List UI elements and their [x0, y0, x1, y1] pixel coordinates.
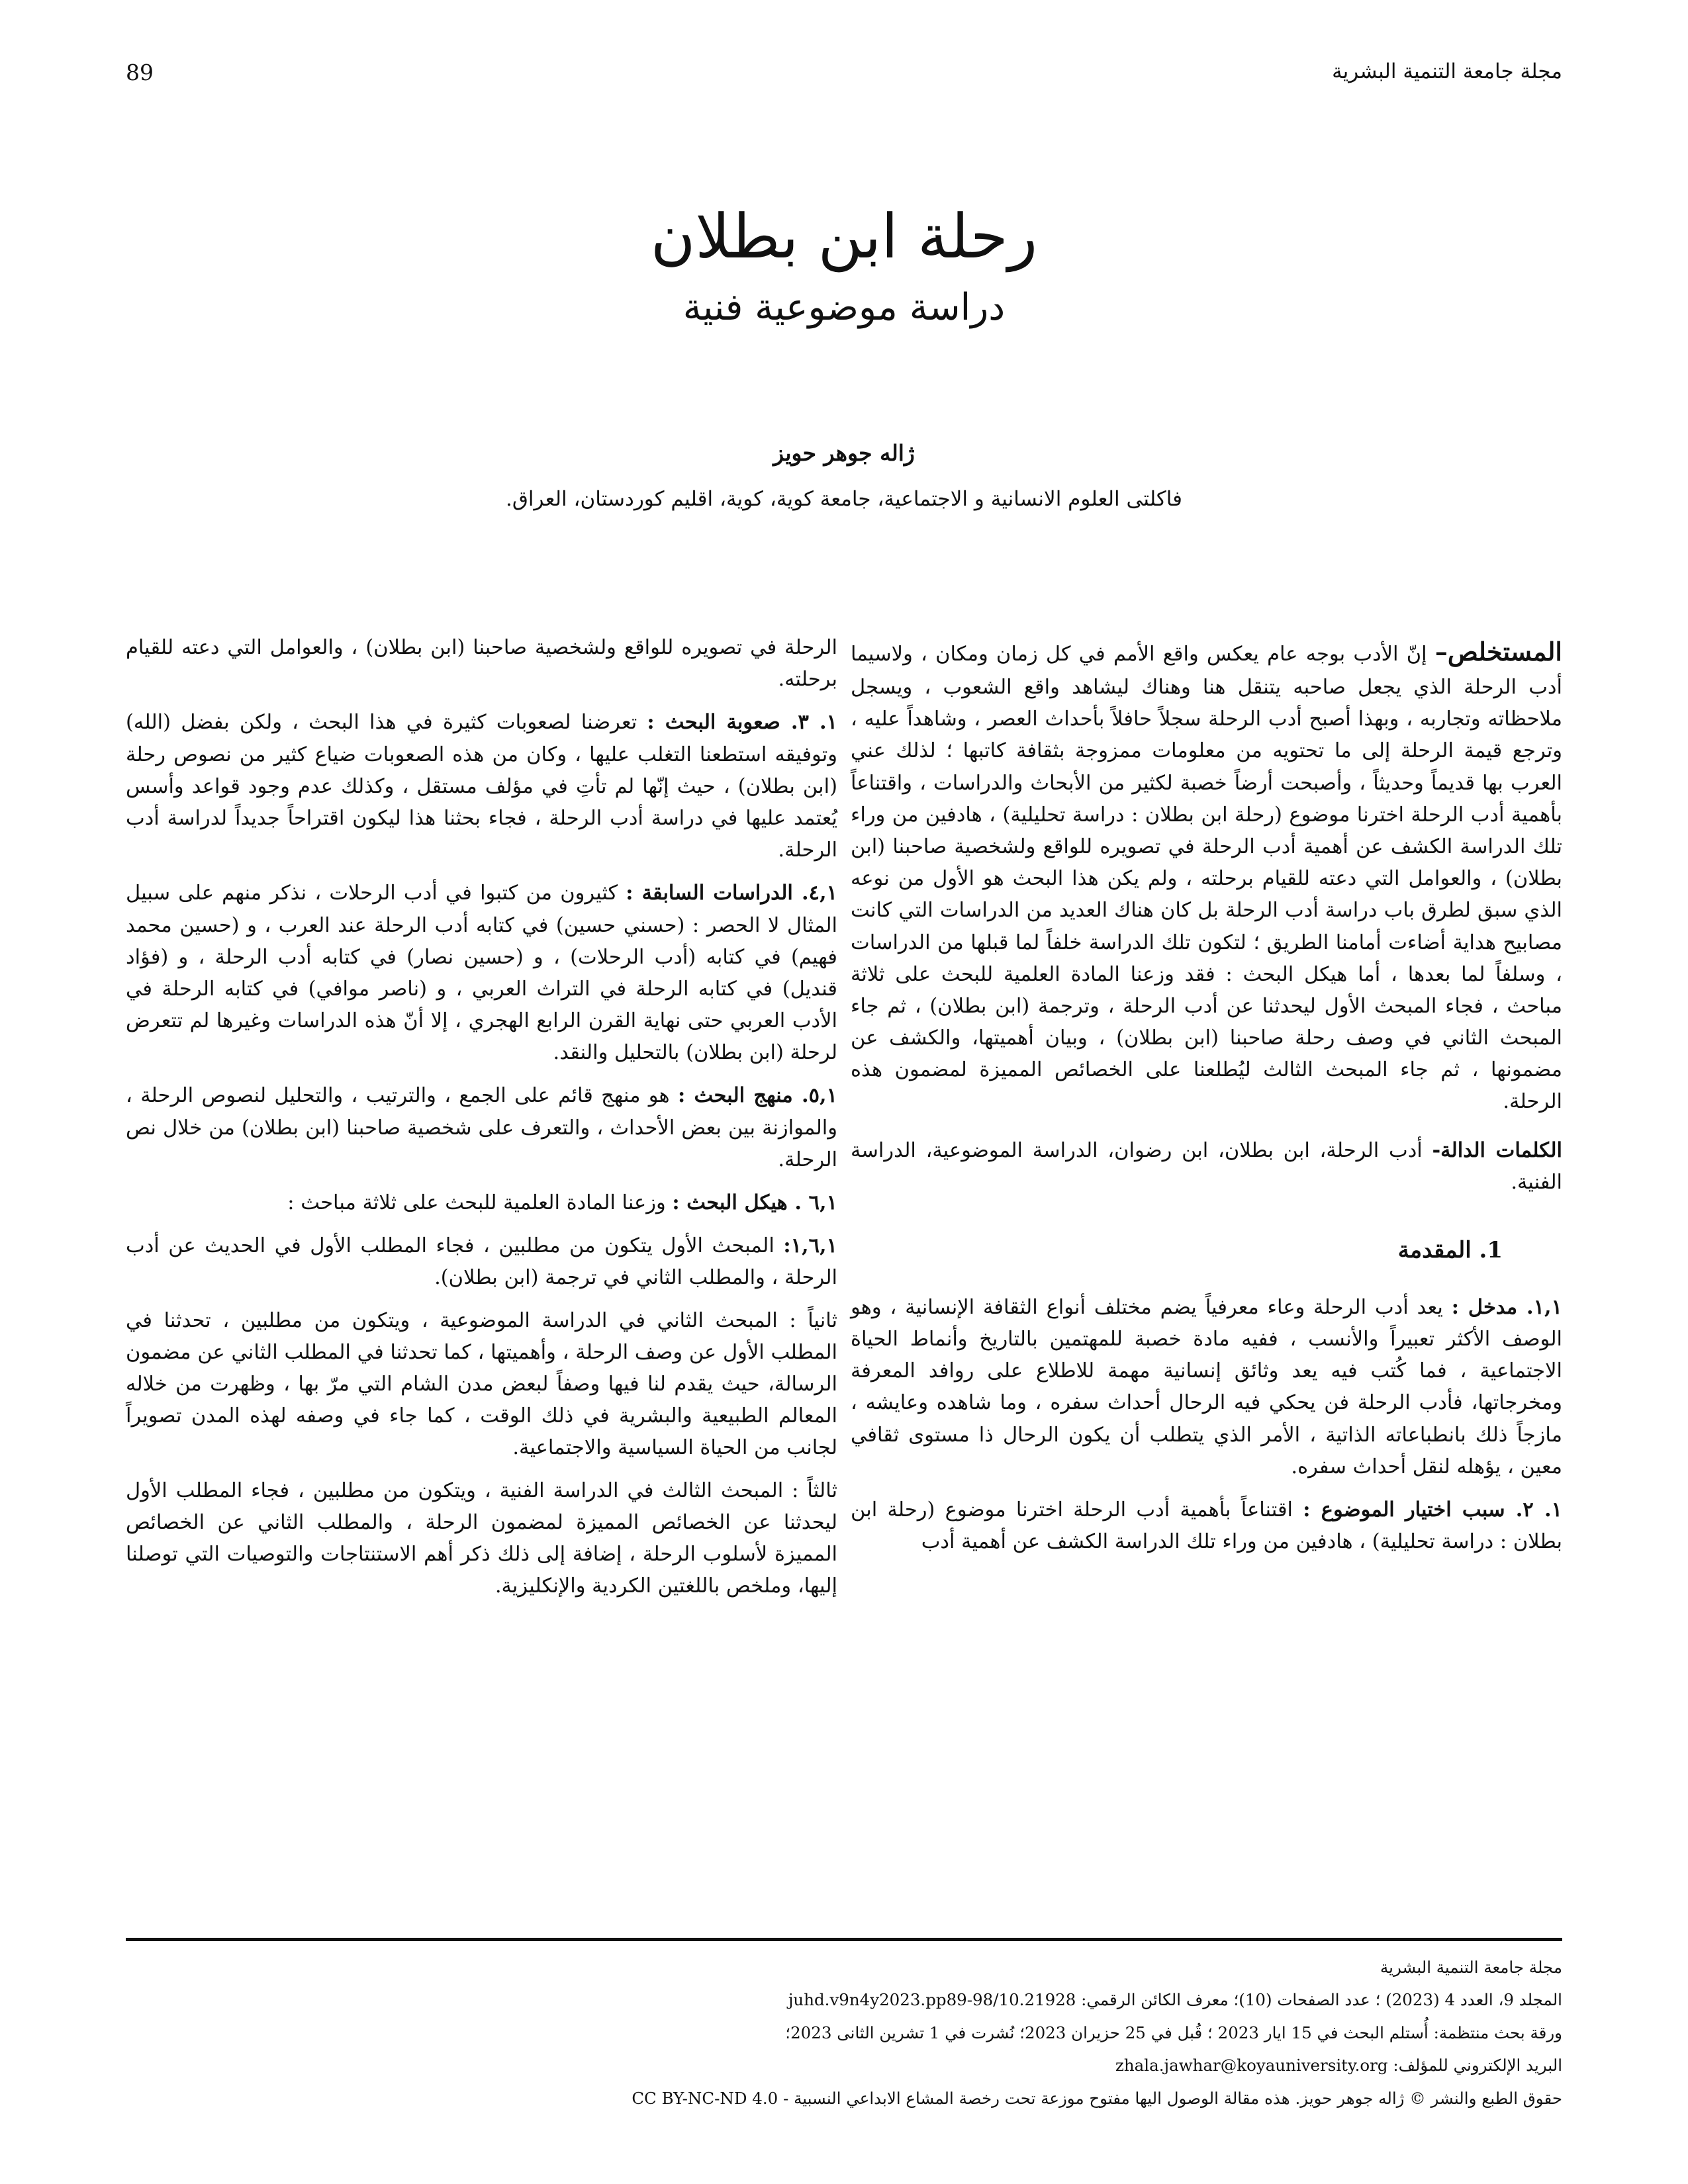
paper-subtitle: دراسة موضوعية فنية	[682, 285, 1006, 329]
abstract	[851, 632, 1562, 1118]
previous-studies-label: ٤,١. الدراسات السابقة :	[626, 881, 837, 905]
intro-p1-text: يعد أدب الرحلة وعاء معرفياً يضم مختلف أنواع الثقافة الإنسانية ، وهو الوصف الأكثر تعبيراً والأنسب ، ففيه مادة خصبة للمهتمين بالتاريخ وأنماط الحياة الاجتماعية ، فما كُتب فيه يعد وثائق إنسانية مهمة للاطلاع على روافد المعرفة ومخرجاتها، فأدب الرحلة فن يحكي فيه الرحال أحداث سفره ، وما شاهده وعايشه ، مازجاً ذلك بانطباعاته الذاتية ، الأمر الذي يتطلب أن يكون الرحال ذا مستوى ثقافي معين ، يؤهله لنقل أحداث سفره.	[851, 1295, 1562, 1479]
methodology-label: ٥,١. منهج البحث :	[678, 1083, 837, 1108]
author-email: zhala.jawhar@koyauniversity.org	[1115, 2056, 1388, 2075]
intro-p2-label: ١. ٢. سبب اختيار الموضوع :	[1303, 1497, 1562, 1522]
keywords-label: الكلمات الدالة-	[1432, 1138, 1562, 1162]
third-section-paragraph: ثالثاً : المبحث الثالث في الدراسة الفنية ، ويتكون من مطلبين ، فجاء المطلب الأول ليحدثنا عن الخصائص المميزة لمضمون الرحلة ، والمطلب الثاني عن الخصائص المميزة لأسلوب الرحلة ، إضافة إلى ذلك ذكر أهم الاستنتاجات والتوصيات التي توصلنا إليها، وملخص باللغتين الكردية والإنكليزية.	[126, 1479, 837, 1598]
methodology-paragraph	[126, 1079, 837, 1176]
difficulty-text: تعرضنا لصعوبات كثيرة في هذا البحث ، ولكن بفضل (الله) وتوفيقه استطعنا التغلب عليها ، وكان من هذه الصعوبات ضياع كثير من نصوص رحلة (ابن بطلان) ، حيث إنّها لم تأتِ في مؤلف مستقل ، وكذلك عدم وجود قواعد وأسس يُعتمد عليها في دراسة أدب الرحلة ، فجاء بحثنا هذا ليكون اقتراحاً جديداً لدراسة أدب الرحلة.	[126, 711, 837, 862]
intro-paragraph-1	[851, 1291, 1562, 1483]
abstract-label: المستخلص–	[1434, 637, 1562, 666]
author-block	[126, 440, 1562, 511]
left-column	[126, 632, 837, 1613]
keywords-text: أدب الرحلة، ابن بطلان، ابن رضوان، الدراسة الموضوعية، الدراسة الفنية.	[851, 1138, 1562, 1194]
first-section-paragraph	[126, 1230, 837, 1294]
intro-p1-label: ١,١. مدخل :	[1451, 1295, 1562, 1319]
previous-studies-paragraph	[126, 877, 837, 1069]
footer-journal-name: مجلة جامعة التنمية البشرية	[1380, 1958, 1562, 1977]
journal-name: مجلة جامعة التنمية البشرية	[1332, 60, 1562, 83]
difficulty-paragraph	[126, 706, 837, 866]
first-section-label: ١,٦,١:	[783, 1234, 837, 1258]
structure-text: وزعنا المادة العلمية للبحث على ثلاثة مباحث :	[287, 1191, 673, 1214]
author-affiliation: فاكلتى العلوم الانسانية و الاجتماعية، جامعة كوية، كوية، اقليم كوردستان، العراق.	[505, 487, 1182, 511]
intro-p2-text: اقتناعاً بأهمية أدب الرحلة اخترنا موضوع (رحلة ابن بطلان : دراسة تحليلية) ، هادفين من وراء تلك الدراسة الكشف عن أهمية أدب	[851, 1498, 1562, 1554]
title-block	[126, 202, 1562, 330]
structure-label: ٦,١ . هيكل البحث :	[672, 1191, 837, 1214]
page-footer	[126, 1951, 1562, 2115]
previous-studies-text: كثيرون من كتبوا في أدب الرحلات ، نذكر منهم على سبيل المثال لا الحصر : (حسني حسين) في كتابه أدب الرحلة عند العرب ، و (حسين محمد فهيم) في كتابه (أدب الرحلات) ، و (حسين نصار) في كتابه أدب الرحلة ، و (فؤاد قنديل) في كتابه الرحلة في التراث العربي ، و (ناصر موافي) في كتابه الرحلة في الأدب العربي حتى نهاية القرن الرابع الهجري ، إلا أنّ هذه الدراسات وغيرها لم تتعرض لرحلة (ابن بطلان) بالتحليل والنقد.	[126, 882, 837, 1065]
second-section-paragraph: ثانياً : المبحث الثاني في الدراسة الموضوعية ، ويتكون من مطلبين ، تحدثنا في المطلب الأول عن وصف الرحلة ، وأهميتها ، كما تحدثنا في المطلب الثاني عن مضمون الرسالة، حيث يقدم لنا فيها وصفاً لبعض مدن الشام التي مرّ بها ، وظهرت من خلاله المعالم الطبيعية والبشرية في ذلك الوقت ، كما جاء في وصفه لهذه المدن تصويراً لجانب من الحياة السياسية والاجتماعية.	[126, 1308, 837, 1460]
footer-dates: ورقة بحث منتظمة: أُستلم البحث في 15 ايار 2023 ؛ قُبل في 25 حزيران 2023؛ نُشرت في 1 تشرين الثانى 2023؛	[785, 2023, 1562, 2042]
right-column	[851, 632, 1562, 1569]
footer-email-line	[126, 2049, 1562, 2081]
structure-paragraph	[126, 1187, 837, 1219]
footer-license: حقوق الطبع والنشر © ژاله جوهر حويز. هذه مقالة الوصول اليها مفتوح موزعة تحت رخصة المشاع الابداعي النسبية - CC BY-NC-ND 4.0	[632, 2088, 1562, 2108]
page-number: 89	[126, 60, 154, 85]
page-header	[126, 60, 1562, 99]
methodology-text: هو منهج قائم على الجمع ، والترتيب ، والتحليل لنصوص الرحلة ، والموازنة بين بعض الأحداث ، والتعرف على شخصية صاحبنا (ابن بطلان) من خلال نص الرحلة.	[126, 1084, 837, 1171]
paper-title: رحلة ابن بطلان	[650, 201, 1038, 272]
footer-divider	[126, 1938, 1562, 1941]
footer-citation: المجلد 9، العدد 4 (2023) ؛ عدد الصفحات (10)؛ معرف الكائن الرقمي: 10.21928/juhd.v9n4y2023.pp89-98	[788, 1990, 1562, 2010]
difficulty-label: ١. ٣. صعوبة البحث :	[647, 710, 837, 735]
author-name: ژاله جوهر حويز	[773, 440, 915, 466]
intro-heading: 1. المقدمة	[1397, 1237, 1503, 1264]
intro-paragraph-2	[851, 1494, 1562, 1558]
first-section-text: المبحث الأول يتكون من مطلبين ، فجاء المطلب الأول في الحديث عن أدب الرحلة ، والمطلب الثاني في ترجمة (ابن بطلان).	[126, 1234, 837, 1290]
left-paragraph-0: الرحلة في تصويره للواقع ولشخصية صاحبنا (ابن بطلان) ، والعوامل التي دعته للقيام برحلته.	[126, 636, 837, 692]
footer-email-label: البريد الإلكتروني للمؤلف:	[1393, 2056, 1562, 2075]
abstract-text: إنّ الأدب بوجه عام يعكس واقع الأمم في كل زمان ومكان ، ولاسيما أدب الرحلة الذي يجعل صاحبه يتنقل هنا وهناك ليشاهد واقع الشعوب ، ويسجل ملاحظاته وتجاربه ، وبهذا أصبح أدب الرحلة سجلاً حافلاً بأحداث العصر ، وشاهداً عليه ، وترجع قيمة الرحلة إلى ما تحتويه من معلومات ممزوجة بثقافة كاتبها ؛ لذلك عني العرب بها قديماً وحديثاً ، وأصبحت أرضاً خصبة لكثير من الأبحاث والدراسات ، واقتناعاً بأهمية أدب الرحلة اخترنا موضوع (رحلة ابن بطلان : دراسة تحليلية) ، هادفين من وراء تلك الدراسة الكشف عن أهمية أدب الرحلة في تصويره للواقع ولشخصية صاحبنا (ابن بطلان) ، والعوامل التي دعته للقيام برحلته ، ولم يكن هذا البحث هو الأول من نوعه الذي سبق لطرق باب دراسة أدب الرحلة بل كان هناك العديد من الدراسات التي كانت مصابيح هداية أضاءت أمامنا الطريق ؛ لتكون تلك الدراسة خلفاً لما قبلها من الدراسات ، وسلفاً لما بعدها ، أما هيكل البحث : فقد وزعنا المادة العلمية للبحث على ثلاثة مباحث ، فجاء المبحث الأول ليحدثنا عن أدب الرحلة ، وترجمة (ابن بطلان) ، ثم جاء المبحث الثاني في وصف رحلة صاحبنا (ابن بطلان) ، وبيان أهميتها، والكشف عن مضمونها ، ثم جاء المبحث الثالث ليُطلعنا على الخصائص المميزة لمضمون هذه الرحلة.	[851, 643, 1562, 1114]
keywords	[851, 1134, 1562, 1199]
body-columns	[126, 632, 1562, 1889]
